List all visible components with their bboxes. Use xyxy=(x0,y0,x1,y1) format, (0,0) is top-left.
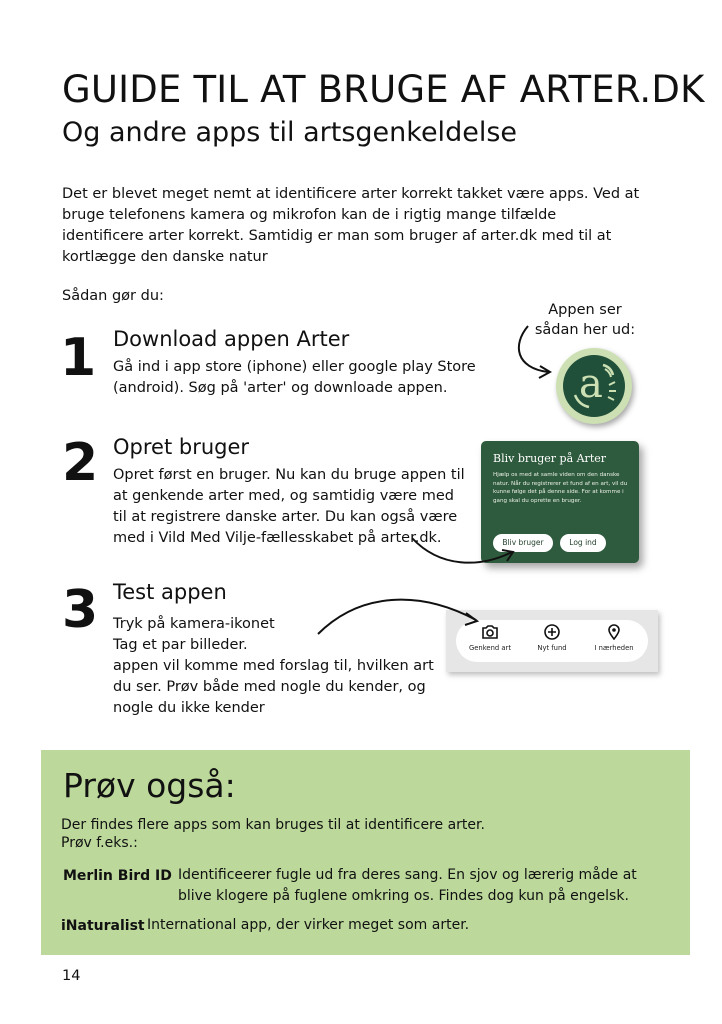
page-subtitle: Og andre apps til artsgenkeldelse xyxy=(62,117,517,148)
nav-label-recognize: Genkend art xyxy=(468,644,512,652)
arrow-to-app-icon xyxy=(519,326,550,378)
step-2-number: 2 xyxy=(62,433,99,493)
step-3-line-3: appen vil komme med forslag til, hvilken art du ser. Prøv både med nogle du kender, og nogle du ikke kender xyxy=(113,658,434,716)
step-3-title: Test appen xyxy=(113,580,227,604)
signup-card-title: Bliv bruger på Arter xyxy=(493,452,607,465)
login-button[interactable]: Log ind xyxy=(560,534,606,552)
step-2-title: Opret bruger xyxy=(113,435,250,459)
howto-label: Sådan gør du: xyxy=(62,288,164,304)
app-preview-caption: Appen ser sådan her ud: xyxy=(534,302,636,338)
signup-card-text: Hjælp os med at samle viden om den danske natur. Når du registrerer et fund af en art, vil du kunne følge det på denne side. For at komme i gang skal du oprette en bruger. xyxy=(493,472,628,504)
nav-label-nearby: I nærheden xyxy=(594,644,634,652)
step-2-text: Opret først en bruger. Nu kan du bruge appen til at genkende arter med, og samtidig være med til at registrere danske arter. Du kan også være med i Vild Med Vilje-fællesskabet på arter.dk. xyxy=(113,467,465,546)
app-desc-inaturalist: International app, der virker meget som arter. xyxy=(147,917,470,933)
intro-paragraph: Det er blevet meget nemt at identificere arter korrekt takket være apps. Ved at bruge telefonens kamera og mikrofon kan de i rigtig mange tilfælde identificere arter korrekt. Samtidig er man som bruger af arter.dk med til at kortlægge den danske natur xyxy=(62,186,640,265)
signup-button[interactable]: Bliv bruger xyxy=(493,534,553,552)
page-title: GUIDE TIL AT BRUGE AF ARTER.DK xyxy=(62,68,705,111)
app-desc-merlin: Identificeerer fugle ud fra deres sang. En sjov og lærerig måde at blive klogere på fuglene omkring os. Findes dog kun på engelsk. xyxy=(178,867,637,904)
arrow-to-camera xyxy=(318,600,477,634)
app-name-merlin: Merlin Bird ID xyxy=(63,868,172,884)
try-also-intro-line-2: Prøv f.eks.: xyxy=(61,835,138,851)
arter-logo-letter: a xyxy=(579,361,603,407)
step-1-number: 1 xyxy=(60,328,97,388)
step-3-line-2: Tag et par billeder. xyxy=(113,637,248,653)
app-name-inaturalist: iNaturalist xyxy=(61,918,145,934)
try-also-title: Prøv også: xyxy=(63,766,236,805)
step-3-number: 3 xyxy=(62,580,99,640)
try-also-intro-line-1: Der findes flere apps som kan bruges til at identificere arter. xyxy=(61,817,485,833)
page-number: 14 xyxy=(62,968,81,984)
try-also-intro xyxy=(61,816,485,852)
step-1-text: Gå ind i app store (iphone) eller google play Store (android). Søg på 'arter' og downloade appen. xyxy=(113,359,476,396)
nav-label-new-find: Nyt fund xyxy=(537,644,567,652)
step-1-title: Download appen Arter xyxy=(113,327,350,351)
try-also-box xyxy=(41,750,690,955)
step-3-line-1: Tryk på kamera-ikonet xyxy=(113,616,275,632)
arrow-to-signup-button xyxy=(412,538,513,563)
